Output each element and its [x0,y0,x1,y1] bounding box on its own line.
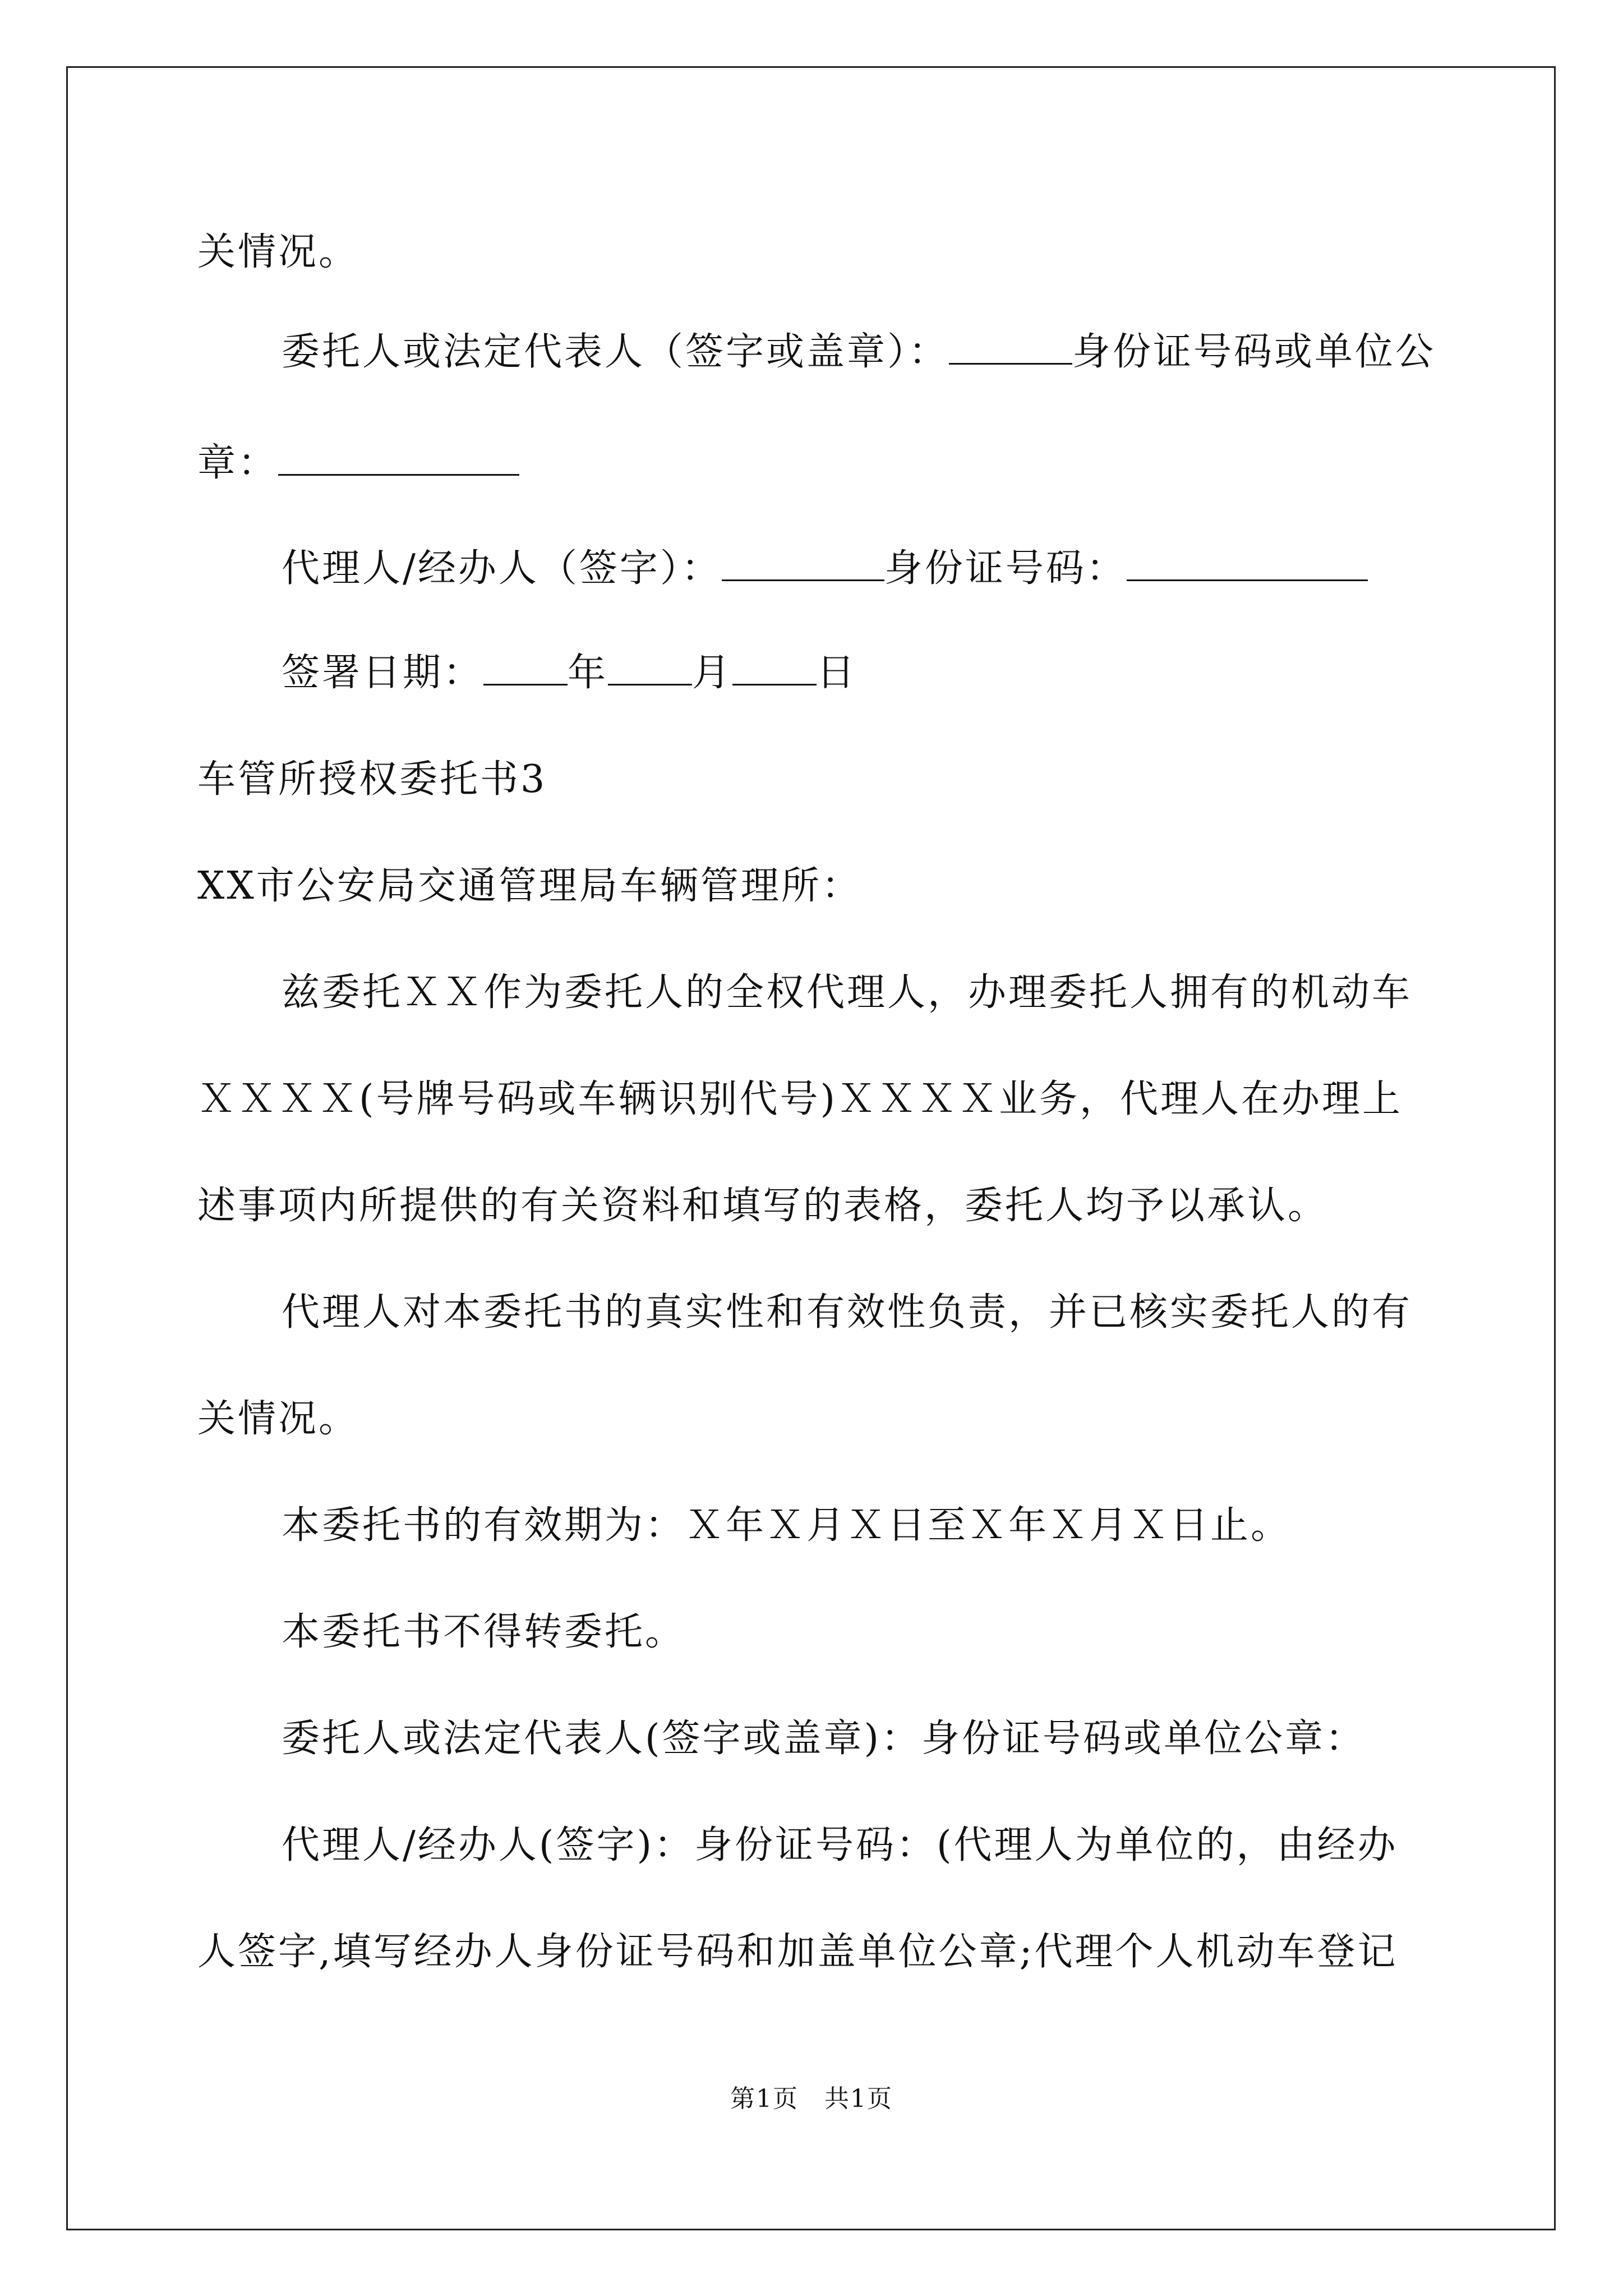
year-label: 年 [568,651,608,695]
text-line: 述事项内所提供的有关资料和填写的表格，委托人均予以承认。 [197,1184,1329,1228]
blank-field [949,330,1072,365]
text-line [197,441,519,486]
id-or-seal-label: 身份证号码或单位公 [1072,330,1436,374]
text-line: 本委托书的有效期为：Ｘ年Ｘ月Ｘ日至Ｘ年Ｘ月Ｘ日止。 [282,1503,1292,1548]
page-border [66,66,1556,2230]
principal-signature-label: 委托人或法定代表人（签字或盖章）： [282,330,949,374]
blank-field [1127,547,1368,581]
seal-label: 章： [197,441,279,485]
text-line: 兹委托ＸＸ作为委托人的全权代理人，办理委托人拥有的机动车 [282,970,1413,1015]
text-line [282,330,1436,375]
blank-field [732,651,817,685]
agent-id-label: 身份证号码： [884,546,1127,591]
text-line: ＸＸＸＸ(号牌号码或车辆识别代号)ＸＸＸＸ业务，代理人在办理上 [197,1077,1403,1121]
agent-signature-label: 代理人/经办人（签字）： [282,546,722,591]
text-line: 本委托书不得转委托。 [282,1610,686,1654]
text-line: 代理人对本委托书的真实性和有效性负责，并已核实委托人的有 [282,1290,1413,1335]
text-line: 关情况。 [197,1397,359,1441]
day-label: 日 [817,651,857,695]
blank-field [483,651,568,685]
signing-date-label: 签署日期： [282,651,484,695]
text-line: 代理人/经办人(签字)：身份证号码：(代理人为单位的，由经办 [282,1823,1398,1867]
signing-date-line [282,651,857,696]
page-footer: 第1页 共1页 [730,2085,893,2113]
section-title: 车管所授权委托书3 [197,757,547,802]
addressee: XX市公安局交通管理局车辆管理所： [197,864,862,908]
text-line: 关情况。 [197,230,359,274]
text-line: 人签字,填写经办人身份证号码和加盖单位公章;代理个人机动车登记 [197,1930,1398,1974]
text-line: 委托人或法定代表人(签字或盖章)：身份证号码或单位公章： [282,1717,1366,1761]
blank-field [608,651,692,685]
month-label: 月 [692,651,733,695]
blank-field [278,441,519,476]
blank-field [722,547,884,581]
text-line [282,546,1368,591]
